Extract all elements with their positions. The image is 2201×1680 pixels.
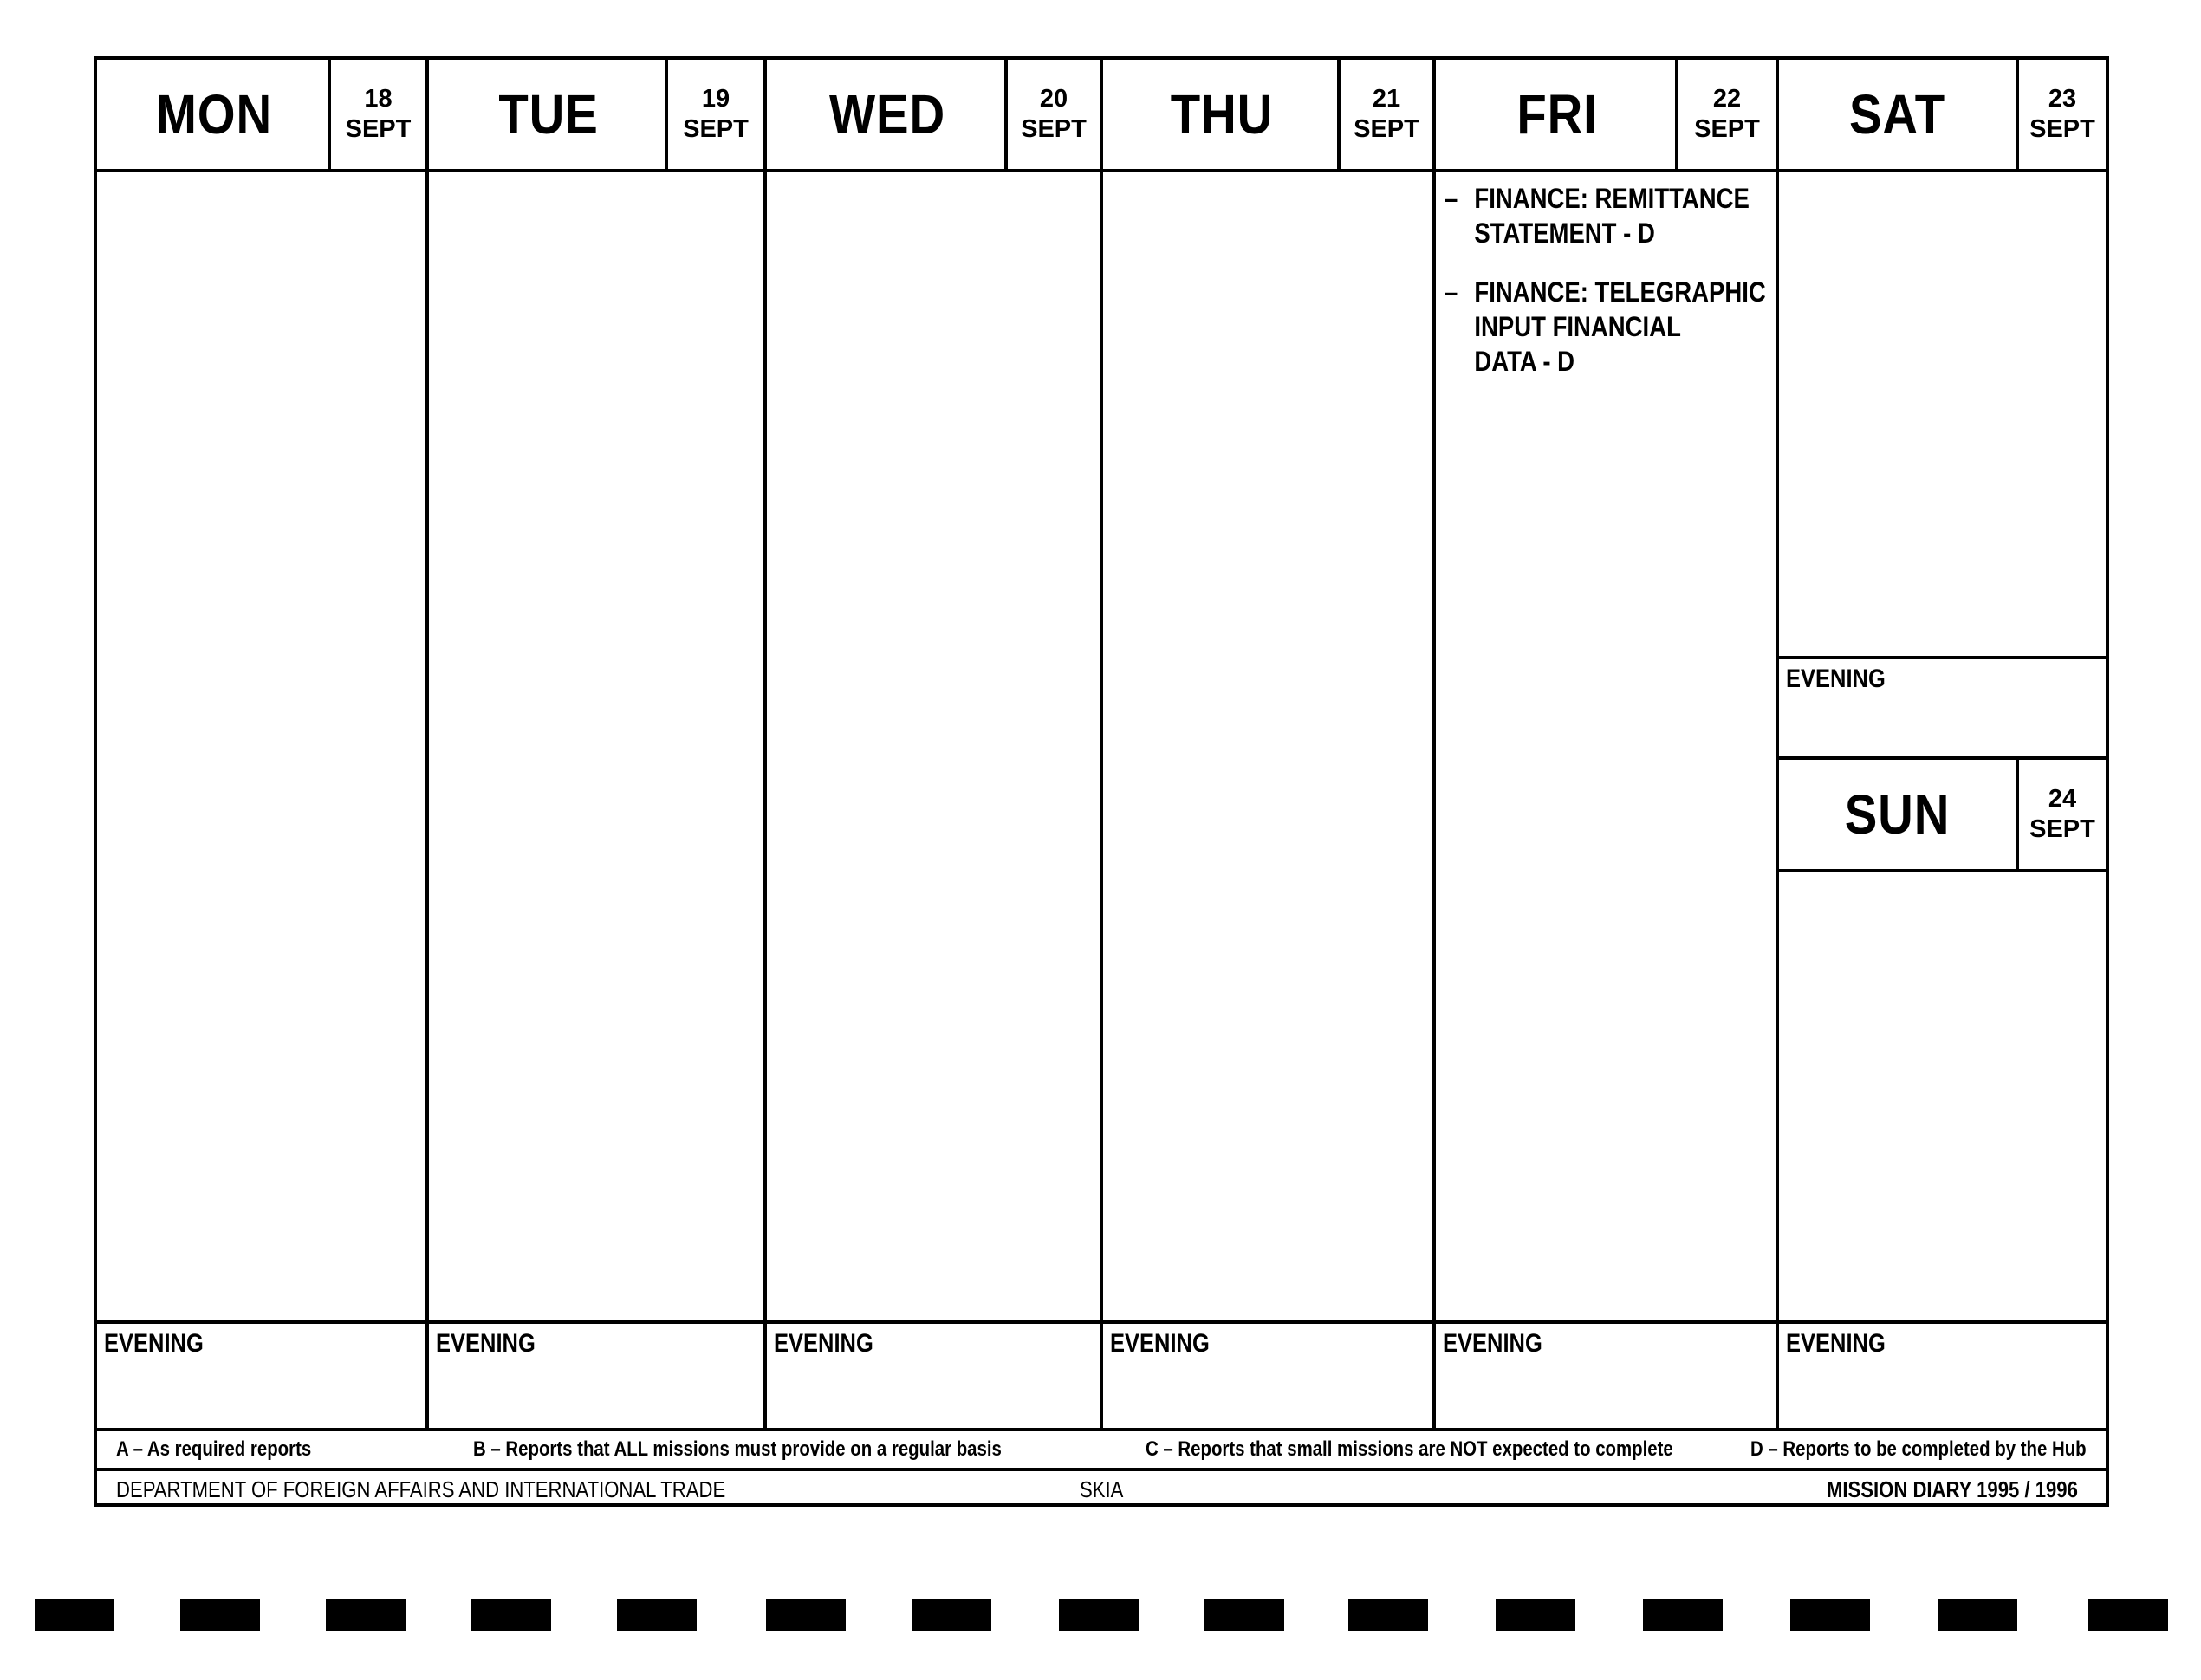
day-header	[1436, 60, 1776, 172]
diary-title: MISSION DIARY 1995 / 1996	[1827, 1476, 2078, 1502]
day-date	[328, 60, 425, 169]
entry-line: FINANCE: REMITTANCE	[1474, 183, 1750, 214]
date-month: SEPT	[1694, 115, 1760, 143]
day-column-sat-sun	[1779, 60, 2106, 1428]
evening-label: EVENING	[774, 1329, 873, 1358]
day-column-fri	[1436, 60, 1779, 1428]
day-date	[1675, 60, 1776, 169]
mission-diary-page	[94, 56, 2109, 1507]
date-month: SEPT	[345, 115, 412, 143]
date-month: SEPT	[1354, 115, 1419, 143]
date-number: 18	[364, 85, 393, 114]
day-date	[1337, 60, 1432, 169]
date-number: 21	[1372, 85, 1401, 114]
evening-section[interactable]	[429, 1320, 763, 1428]
day-header	[429, 60, 763, 172]
footer-row	[97, 1468, 2106, 1507]
day-date	[2016, 760, 2106, 869]
evening-section-sun[interactable]	[1779, 1320, 2106, 1428]
bullet-dash: –	[1445, 276, 1458, 308]
footer-code: SKIA	[1080, 1476, 1124, 1502]
day-name: WED	[828, 83, 946, 146]
evening-label: EVENING	[104, 1329, 204, 1358]
evening-label: EVENING	[1786, 665, 1886, 693]
evening-section[interactable]	[1103, 1320, 1432, 1428]
legend-b: B – Reports that ALL missions must provide on a regular basis	[473, 1437, 1002, 1461]
entry-line: STATEMENT - D	[1474, 217, 1655, 249]
date-month: SEPT	[2029, 815, 2095, 843]
day-date	[1004, 60, 1100, 169]
day-column-tue	[429, 60, 767, 1428]
evening-label: EVENING	[1443, 1329, 1542, 1358]
day-name: TUE	[498, 83, 599, 146]
date-number: 22	[1712, 85, 1742, 114]
evening-label: EVENING	[1786, 1329, 1886, 1358]
evening-section[interactable]	[97, 1320, 425, 1428]
date-number: 20	[1039, 85, 1068, 114]
date-number: 23	[2048, 85, 2077, 114]
day-name: SUN	[1844, 783, 1951, 846]
bullet-dash: –	[1445, 183, 1458, 214]
evening-section-sat[interactable]	[1779, 656, 2106, 760]
legend-row	[97, 1428, 2106, 1468]
date-month: SEPT	[683, 115, 749, 143]
day-column-thu	[1103, 60, 1436, 1428]
entry-text	[1474, 275, 1765, 379]
punch-hole	[180, 1599, 260, 1631]
day-name: THU	[1170, 83, 1274, 146]
day-header	[1779, 60, 2106, 172]
day-column-mon	[97, 60, 429, 1428]
date-month: SEPT	[2029, 115, 2095, 143]
entry-line: INPUT FINANCIAL	[1474, 311, 1681, 342]
punch-hole	[35, 1599, 114, 1631]
entry-line: DATA - D	[1474, 346, 1575, 377]
day-header	[97, 60, 425, 172]
day-name: MON	[155, 83, 273, 146]
legend-a: A – As required reports	[116, 1437, 312, 1461]
evening-label: EVENING	[436, 1329, 536, 1358]
evening-section[interactable]	[1436, 1320, 1776, 1428]
punch-hole	[1204, 1599, 1284, 1631]
punch-hole	[617, 1599, 697, 1631]
date-month: SEPT	[1021, 115, 1087, 143]
day-date	[2016, 60, 2106, 169]
punch-hole	[1643, 1599, 1723, 1631]
day-header	[1103, 60, 1432, 172]
evening-label: EVENING	[1110, 1329, 1210, 1358]
punch-hole	[1348, 1599, 1428, 1631]
date-number: 24	[2048, 785, 2077, 814]
legend-c: C – Reports that small missions are NOT expected to complete	[1146, 1437, 1673, 1461]
punch-hole	[766, 1599, 846, 1631]
day-name: FRI	[1516, 83, 1598, 146]
day-name: SAT	[1848, 83, 1946, 146]
entry-line: FINANCE: TELEGRAPHIC	[1474, 276, 1766, 308]
punch-hole	[2088, 1599, 2168, 1631]
punch-hole	[471, 1599, 551, 1631]
day-column-wed	[767, 60, 1103, 1428]
entry-text	[1474, 181, 1749, 250]
legend-d: D – Reports to be completed by the Hub	[1750, 1437, 2087, 1461]
day-header-sun	[1779, 760, 2106, 872]
punch-hole	[1059, 1599, 1139, 1631]
day-date	[665, 60, 763, 169]
punch-hole	[1496, 1599, 1575, 1631]
punch-hole	[1790, 1599, 1870, 1631]
day-header	[767, 60, 1100, 172]
evening-section[interactable]	[767, 1320, 1100, 1428]
punch-hole	[1938, 1599, 2017, 1631]
department-name: DEPARTMENT OF FOREIGN AFFAIRS AND INTERNATIONAL TRADE	[116, 1476, 726, 1502]
punch-hole	[326, 1599, 406, 1631]
date-number: 19	[701, 85, 730, 114]
punch-hole-strip	[0, 1599, 2201, 1633]
punch-hole	[912, 1599, 991, 1631]
